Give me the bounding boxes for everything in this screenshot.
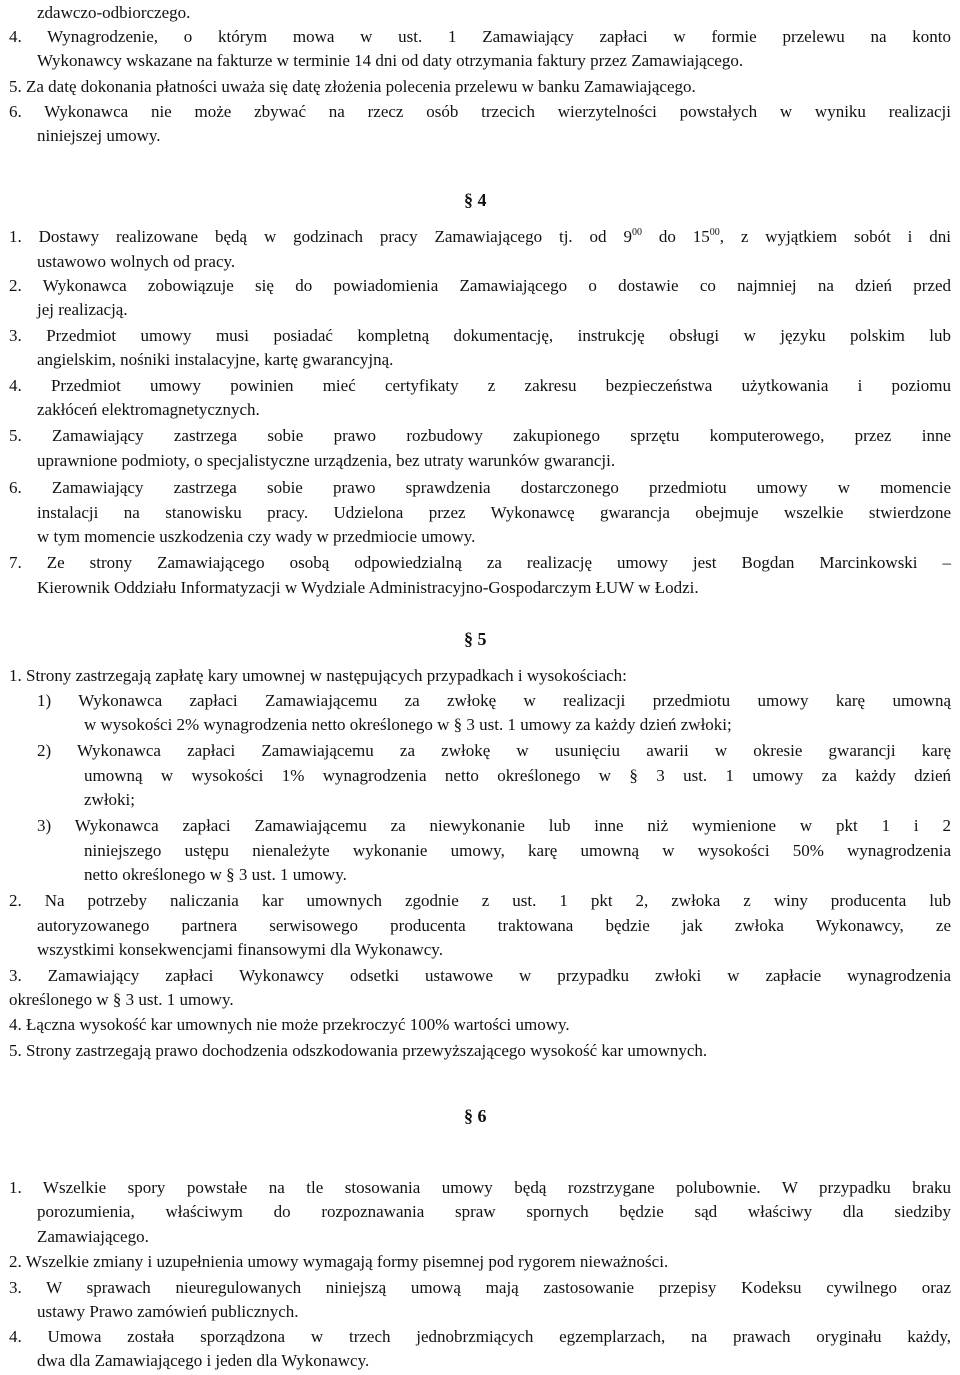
text-line: angielskim, nośniki instalacyjne, kartę gwarancyjną. (37, 350, 394, 369)
text-line: 1. Dostawy realizowane będą w godzinach pracy Zamawiającego tj. od $9^{00}$ do $15^{00}$, z wyjątkiem sobót i dni (9, 227, 952, 246)
text-line: 4. Wynagrodzenie, o którym mowa w ust. 1 Zamawiający zapłaci w formie przelewu na konto (9, 27, 951, 46)
text-line: Kierownik Oddziału Informatyzacji w Wydziale Administracyjno-Gospodarczym ŁUW w Łodzi. (37, 578, 699, 597)
text-line: 4. Umowa została sporządzona w trzech jednobrzmiących egzemplarzach, na prawach oryginału każdy, (9, 1327, 951, 1346)
section-heading: § 6 (464, 1106, 487, 1126)
text-line: 2. Na potrzeby naliczania kar umownych zgodnie z ust. 1 pkt 2, zwłoka z winy producenta lub (9, 891, 951, 910)
text-line: ustawy Prawo zamówień publicznych. (37, 1302, 299, 1321)
text-line: 6. Wykonawca nie może zbywać na rzecz osób trzecich wierzytelności powstałych w wyniku realizacji (9, 102, 951, 121)
text-line: instalacji na stanowisku pracy. Udzielona przez Wykonawcę gwarancja obejmuje wszelkie stwierdzone (37, 503, 951, 522)
text-line: netto określonego w § 3 ust. 1 umowy. (84, 865, 347, 884)
text-line: zwłoki; (84, 790, 135, 809)
text-line: w wysokości 2% wynagrodzenia netto określonego w § 3 ust. 1 umowy za każdy dzień zwłoki; (84, 715, 732, 734)
text-line: zakłóceń elektromagnetycznych. (37, 400, 260, 419)
text-line: 7. Ze strony Zamawiającego osobą odpowiedzialną za realizację umowy jest Bogdan Marcinkowski – (9, 553, 951, 572)
text-line: 2. Wykonawca zobowiązuje się do powiadomienia Zamawiającego o dostawie co najmniej na dzień przed (9, 276, 951, 295)
section-heading: § 4 (464, 190, 487, 210)
text-line: 1) Wykonawca zapłaci Zamawiającemu za zwłokę w realizacji przedmiotu umowy karę umowną (37, 691, 951, 710)
text-line: 6. Zamawiający zastrzega sobie prawo sprawdzenia dostarczonego przedmiotu umowy w momencie (9, 478, 951, 497)
text-line: 3. W sprawach nieuregulowanych niniejszą umową mają zastosowanie przepisy Kodeksu cywilnego oraz (9, 1278, 951, 1297)
text-line: zdawczo-odbiorczego. (37, 3, 191, 22)
text-line: 5. Zamawiający zastrzega sobie prawo rozbudowy zakupionego sprzętu komputerowego, przez inne (9, 426, 951, 445)
text-line: uprawnione podmioty, o specjalistyczne urządzenia, bez utraty warunków gwarancji. (37, 451, 616, 470)
text-line: Zamawiającego. (37, 1227, 149, 1246)
text-line: porozumienia, właściwym do rozpoznawania spraw spornych będzie sąd właściwy dla siedziby (37, 1202, 951, 1221)
text-line: 1. Wszelkie spory powstałe na tle stosowania umowy będą rozstrzygane polubownie. W przypadku braku (9, 1178, 951, 1197)
text-line: określonego w § 3 ust. 1 umowy. (9, 990, 234, 1009)
text-line: dwa dla Zamawiającego i jeden dla Wykonawcy. (37, 1351, 370, 1370)
text-line: 2. Wszelkie zmiany i uzupełnienia umowy wymagają formy pisemnej pod rygorem nieważności. (9, 1252, 669, 1271)
text-line: 3. Zamawiający zapłaci Wykonawcy odsetki ustawowe w przypadku zwłoki w zapłacie wynagrodzenia (9, 966, 951, 985)
section-heading: § 5 (464, 629, 487, 649)
text-line: 5. Za datę dokonania płatności uważa się datę złożenia polecenia przelewu w banku Zamawiającego. (9, 77, 696, 96)
text-line: 2) Wykonawca zapłaci Zamawiającemu za zwłokę w usunięciu awarii w okresie gwarancji karę (37, 741, 951, 760)
text-line: 1. Strony zastrzegają zapłatę kary umownej w następujących przypadkach i wysokościach: (9, 666, 627, 685)
text-line: 4. Łączna wysokość kar umownych nie może przekroczyć 100% wartości umowy. (9, 1015, 570, 1034)
text-line: umowną w wysokości 1% wynagrodzenia netto określonego w § 3 ust. 1 umowy za każdy dzień (84, 766, 951, 785)
text-line: niniejszego ustępu nienależyte wykonanie umowy, karę umowną w wysokości 50% wynagrodzenia (84, 841, 951, 860)
text-line: 5. Strony zastrzegają prawo dochodzenia odszkodowania przewyższającego wysokość kar umownych. (9, 1041, 708, 1060)
text-line: 3. Przedmiot umowy musi posiadać kompletną dokumentację, instrukcję obsługi w języku polskim lub (9, 326, 951, 345)
text-line: 4. Przedmiot umowy powinien mieć certyfikaty z zakresu bezpieczeństwa użytkowania i poziomu (9, 376, 951, 395)
text-line: niniejszej umowy. (37, 126, 161, 145)
text-line: wszystkimi konsekwencjami finansowymi dla Wykonawcy. (37, 940, 443, 959)
text-line: ustawowo wolnych od pracy. (37, 252, 236, 271)
text-line: w tym momencie uszkodzenia czy wady w przedmiocie umowy. (37, 527, 476, 546)
text-line: Wykonawcy wskazane na fakturze w terminie 14 dni od daty otrzymania faktury przez Zamawiającego. (37, 51, 744, 70)
text-line: 3) Wykonawca zapłaci Zamawiającemu za niewykonanie lub inne niż wymienione w pkt 1 i 2 (37, 816, 951, 835)
text-line: jej realizacją. (37, 300, 128, 319)
text-line: autoryzowanego partnera serwisowego producenta traktowana będzie jak zwłoka Wykonawcy, ze (37, 916, 951, 935)
